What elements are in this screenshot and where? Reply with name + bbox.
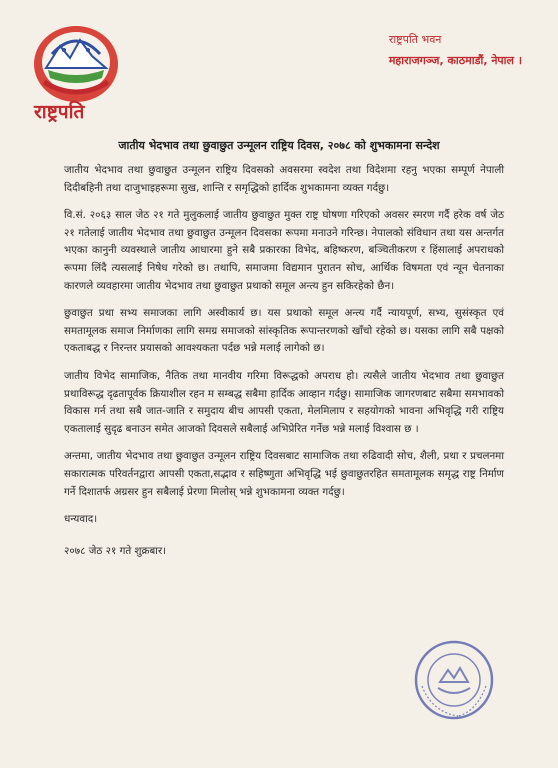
paragraph-3: छुवाछुत प्रथा सभ्य समाजका लागि अस्वीकार्य छ। यस प्रथाको समूल अन्त्य गर्दै न्यायपूर्ण, सभ्य, सुसंस्कृत एवं समतामूलक समाज निर्माणका लागि समग्र समाजको सांस्कृतिक रूपान्तरणको खाँचो रहेको छ। यसका लागि सबै पक्षको एकताबद्ध र निरन्तर प्रयासको आवश्यकता पर्दछ भन्ने मलाई लागेको छ। [64,307,504,355]
paragraph-5: अन्तमा, जातीय भेदभाव तथा छुवाछुत उन्मूलन राष्ट्रिय दिवसबाट सामाजिक तथा रुढिवादी सोच, शैली, प्रथा र प्रचलनमा सकारात्मक परिवर्तनद्वारा आपसी एकता,सद्भाव र सहिष्णुता अभिवृद्धि भई छुवाछुतरहित समतामूलक समृद्ध राष्ट्र निर्माण गर्ने दिशातर्फ अग्रसर हुन सबैलाई प्रेरणा मिलोस् भन्ने शुभकामना व्यक्त गर्दछु। [64,450,504,498]
message-title: जातीय भेदभाव तथा छुवाछुत उन्मूलन राष्ट्रिय दिवस, २०७८ को शुभकामना सन्देश [118,139,440,152]
message-date: २०७८ जेठ २१ गते शुक्रबार। [64,544,167,557]
brand-title: राष्ट्रपति [34,101,85,123]
official-seal-icon [412,638,496,722]
paragraph-4: जातीय विभेद सामाजिक, नैतिक तथा मानवीय गरिमा विरूद्धको अपराध हो। त्यसैले जातीय भेदभाव तथा छुवाछुत प्रथाविरूद्ध दृढतापूर्वक क्रियाशील रहन म सम्बद्ध सबैमा हार्दिक आव्हान गर्दछु। सामाजिक जागरणबाट सबैमा समभावको विकास गर्न तथा सबै जात-जाति र समुदाय बीच आपसी एकता, मेलमिलाप र सहयोगको भावना अभिवृद्धि गरी राष्ट्रिय एकतालाई सुदृढ बनाउन समेत आजको दिवसले सबैलाई अभिप्रेरित गर्नेछ भन्ने मलाई विश्वास छ । [64,369,504,435]
paragraph-1: जातीय भेदभाव तथा छुवाछुत उन्मूलन राष्ट्रिय दिवसको अवसरमा स्वदेश तथा विदेशमा रहनु भएका सम्पूर्ण नेपाली दिदीबहिनी तथा दाजुभाइहरूमा सुख, शान्ति र समृद्धिको हार्दिक शुभकामना व्यक्त गर्दछु। [64,164,504,194]
national-emblem-icon [28,18,124,106]
office-address [389,32,522,68]
address-line-2: महाराजगञ्ज, काठमाडौं, नेपाल । [388,54,522,67]
message-body [64,162,504,560]
paragraph-2: वि.सं. २०६३ साल जेठ २१ गते मुलुकलाई जातीय छुवाछुत मुक्त राष्ट्र घोषणा गरिएको अवसर स्मरण गर्दै हरेक वर्ष जेठ २१ गतेलाई जातीय भेदभाव तथा छुवाछुत उन्मूलन दिवसका रूपमा मनाउने गरिन्छ। नेपालको संविधान तथा यस अन्तर्गत भएका कानुनी व्यवस्थाले जातीय आधारमा हुने सबै प्रकारका विभेद, बहिष्करण, बञ्चितीकरण र हिंसालाई अपराधको रूपमा लिंदै त्यसलाई निषेध गरेको छ। तथापि, समाजमा विद्यमान पुरातन सोच, आर्थिक विषमता एवं न्यून चेतनाका कारणले व्यवहारमा जातीय भेदभाव तथा छुवाछुत प्रथाको समूल अन्त्य हुन सकिरहेको छैन। [64,209,504,292]
closing-thanks: धन्यवाद। [64,513,98,526]
address-line-1: राष्ट्रपति भवन [388,33,442,46]
